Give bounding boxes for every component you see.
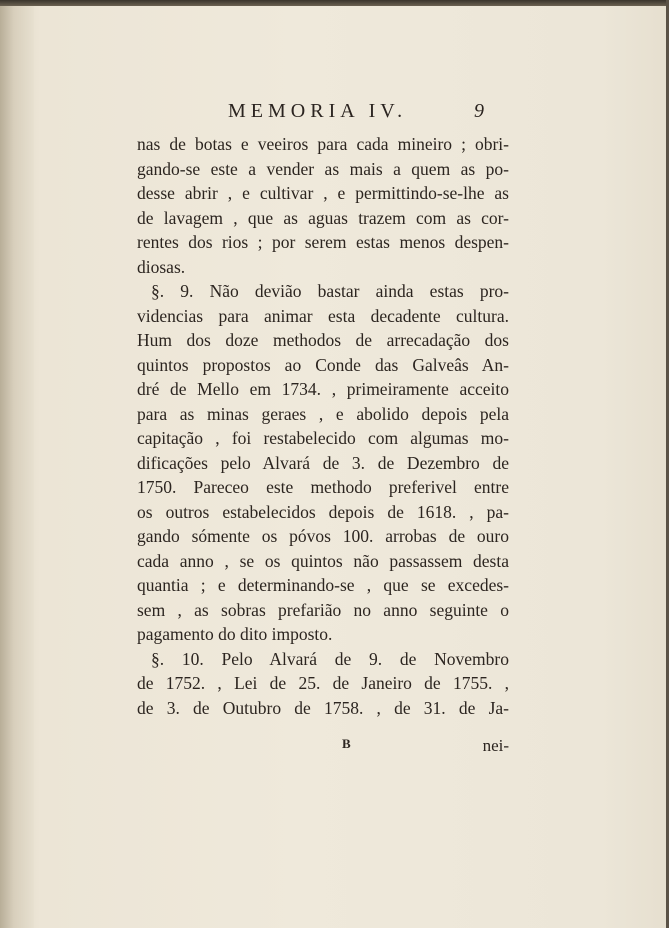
text-line: gando-se este a vender as mais a quem as po- xyxy=(137,158,509,179)
body-text xyxy=(137,132,509,720)
text-line: nas de botas e veeiros para cada mineiro ; obri- xyxy=(137,134,509,154)
text-line: §. 9. Não devião bastar ainda estas pro- xyxy=(151,281,509,301)
page-gutter xyxy=(0,0,34,928)
text-line: capitação , foi restabelecido com algumas mo- xyxy=(137,428,509,448)
signature-mark: B xyxy=(342,736,351,751)
text-line: §. 10. Pelo Alvará de 9. de Novembro xyxy=(151,648,509,669)
text-line: pagamento do dito imposto. xyxy=(137,624,333,644)
running-title: MEMORIA IV. xyxy=(228,100,408,122)
page-top-edge xyxy=(0,0,669,6)
text-line: de lavagem , que as aguas trazem com as cor- xyxy=(137,207,509,228)
text-line: dré de Mello em 1734. , primeiramente acceito xyxy=(137,379,509,399)
text-line: desse abrir , e cultivar , e permittindo-se-lhe as xyxy=(137,183,509,203)
text-line: rentes dos rios ; por serem estas menos despen- xyxy=(137,232,509,252)
text-line: quantia ; e determinando-se , que se excedes- xyxy=(137,575,509,595)
text-line: de 1752. , Lei de 25. de Janeiro de 1755. , xyxy=(137,673,509,693)
text-line: dificações pelo Alvará de 3. de Dezembro de xyxy=(137,452,509,473)
text-line: Hum dos doze methodos de arrecadação dos xyxy=(137,330,509,350)
text-line: para as minas geraes , e abolido depois pela xyxy=(137,403,509,424)
text-line: os outros estabelecidos depois de 1618. , pa- xyxy=(137,501,509,522)
page-header xyxy=(228,100,498,128)
text-line: cada anno , se os quintos não passassem desta xyxy=(137,550,509,571)
page-footer xyxy=(137,736,509,758)
text-line: gando sómente os póvos 100. arrobas de ouro xyxy=(137,526,509,546)
text-line: quintos propostos ao Conde das Galveâs An- xyxy=(137,354,509,375)
page-number: 9 xyxy=(474,100,484,122)
text-line: de 3. de Outubro de 1758. , de 31. de Ja- xyxy=(137,697,509,718)
catchword: nei- xyxy=(482,736,509,755)
text-line: sem , as sobras prefarião no anno seguinte o xyxy=(137,599,509,620)
text-line: diosas. xyxy=(137,256,186,277)
text-line: 1750. Pareceo este methodo preferivel entre xyxy=(137,477,509,497)
text-line: videncias para animar esta decadente cultura. xyxy=(137,305,509,326)
